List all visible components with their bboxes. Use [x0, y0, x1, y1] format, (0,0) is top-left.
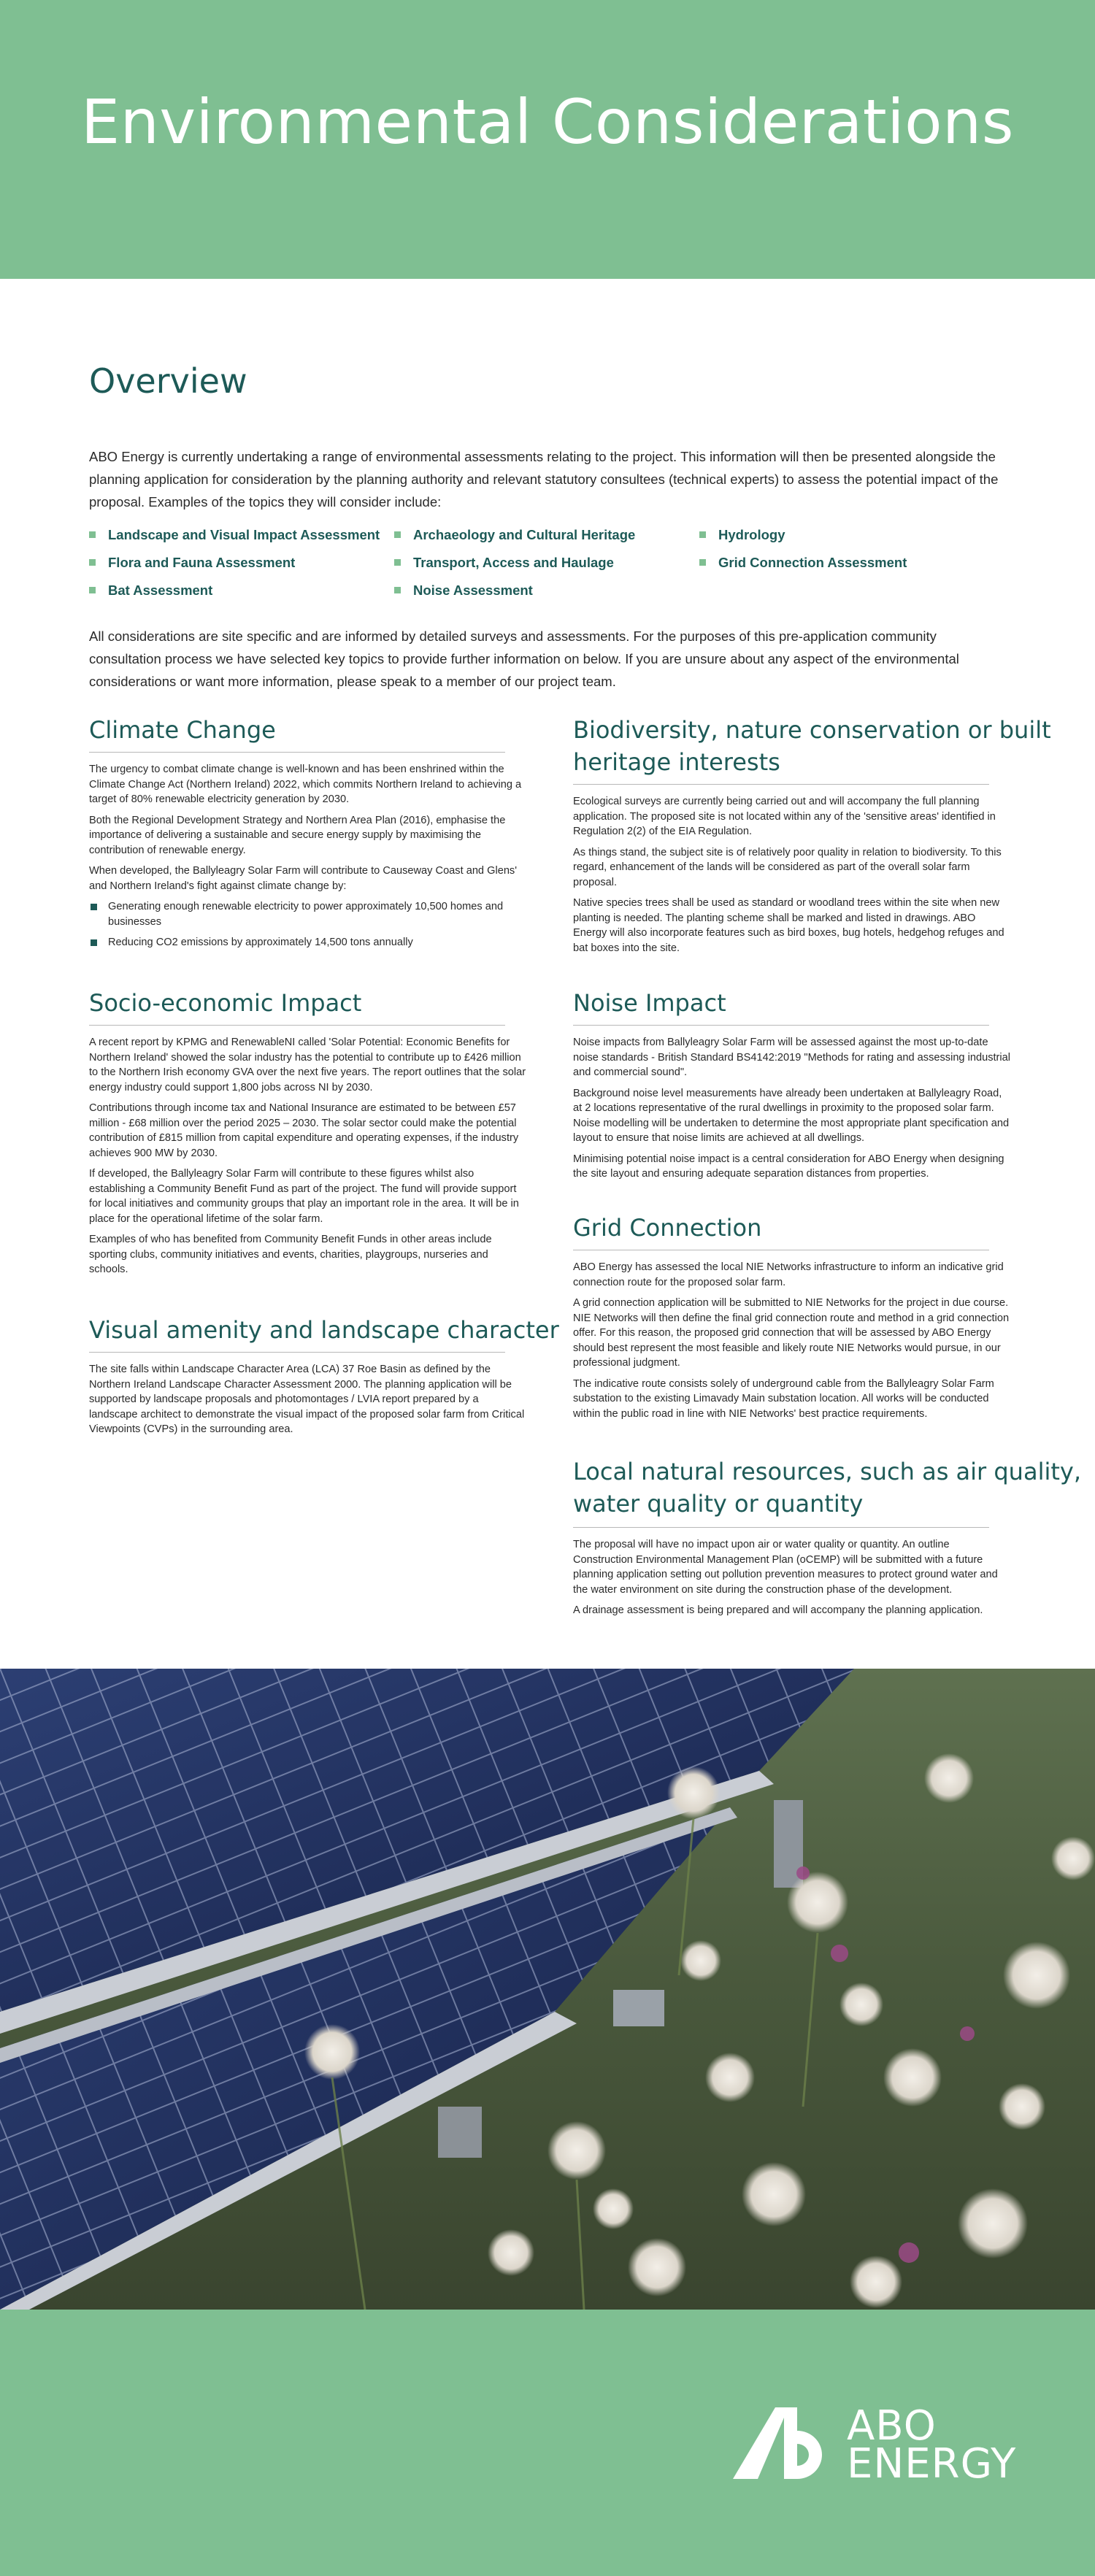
divider	[89, 1025, 505, 1026]
biodiversity-paragraph: Ecological surveys are currently being carried out and will accompany the full planning application. The proposed site is not located within any of the 'sensitive areas' identified in Regulation 2(2) of the EIA Regulation.	[573, 796, 996, 837]
bullet-square-icon	[91, 939, 97, 946]
climate-paragraph: When developed, the Ballyleagry Solar Farm will contribute to Causeway Coast and Glens' and Northern Ireland's fight against climate change by:	[89, 865, 518, 892]
logo-wordmark: ABO ENERGY	[847, 2402, 1017, 2488]
solar-panel-meadow-photo	[0, 1669, 1095, 2310]
socio-body	[89, 1035, 527, 1283]
divider	[573, 1025, 989, 1026]
socio-paragraph: Examples of who has benefited from Community Benefit Funds in other areas include sporting clubs, community initiatives and events, charities, playgroups, nurseries and schools.	[89, 1234, 492, 1275]
topic-item: Noise Assessment	[394, 583, 533, 599]
grid-body	[573, 1260, 1011, 1427]
noise-paragraph: Background noise level measurements have already been undertaken at Ballyleagry Road, at 2 locations representative of the rural dwellings in proximity to the proposed solar farm. Noise modelling will be undertaken to determine the most appropriate plant specification and layout to ensure that noise limits are achieved at all dwellings.	[573, 1087, 1010, 1144]
abo-energy-logo	[730, 2403, 1029, 2491]
local-paragraph: A drainage assessment is being prepared and will accompany the planning application.	[573, 1604, 983, 1616]
biodiversity-paragraph: As things stand, the subject site is of relatively poor quality in relation to biodiversity. To this regard, enhancement of the lands will be considered as part of the overall solar farm proposal.	[573, 846, 1002, 888]
biodiversity-body	[573, 794, 1011, 961]
divider	[573, 784, 989, 785]
topic-item: Hydrology	[699, 527, 785, 543]
overview-heading: Overview	[89, 361, 247, 401]
topic-item: Bat Assessment	[89, 583, 212, 599]
grid-heading: Grid Connection	[573, 1214, 762, 1242]
overview-intro: ABO Energy is currently undertaking a range of environmental assessments relating to the project. This information will then be presented alongside the planning application for consideration by the planning authority and relevant statutory consultees (technical experts) to assess the potential impact of the proposal. Examples of the topics they will consider include:	[89, 449, 999, 510]
topic-item: Landscape and Visual Impact Assessment	[89, 527, 380, 543]
bullet-square-icon	[89, 531, 96, 538]
grid-paragraph: The indicative route consists solely of underground cable from the Ballyleagry Solar Farm substation to the existing Limavady Main substation location. All works will be conducted within the public road in line with NIE Networks' best practice requirements.	[573, 1377, 994, 1420]
climate-body	[89, 762, 527, 956]
list-item: Reducing CO2 emissions by approximately 14,500 tons annually	[89, 935, 527, 950]
biodiversity-heading: Biodiversity, nature conservation or built heritage interests	[573, 716, 1051, 776]
bullet-square-icon	[394, 531, 401, 538]
climate-heading: Climate Change	[89, 716, 276, 744]
solar-meadow-illustration	[0, 1669, 1095, 2310]
divider	[89, 752, 505, 753]
list-item: Generating enough renewable electricity to power approximately 10,500 homes and businesses	[89, 899, 527, 929]
divider	[573, 1527, 989, 1528]
bullet-square-icon	[91, 904, 97, 910]
bullet-square-icon	[89, 559, 96, 566]
bullet-square-icon	[699, 531, 706, 538]
socio-paragraph: Contributions through income tax and National Insurance are estimated to be between £57 million - £68 million over the period 2025 – 2030. The solar sector could make the potential contribution of £815 million from capital expenditure and operating expenses, if the industry achieves 900 MW by 2030.	[89, 1102, 519, 1159]
socio-heading: Socio-economic Impact	[89, 989, 362, 1017]
local-resources-heading: Local natural resources, such as air quality, water quality or quantity	[573, 1458, 1081, 1518]
local-resources-body	[573, 1537, 1011, 1624]
abo-energy-mark-icon	[730, 2403, 840, 2483]
climate-bullets	[89, 899, 527, 950]
page-title: Environmental Considerations	[81, 86, 1014, 158]
climate-paragraph: The urgency to combat climate change is well-known and has been enshrined within the Climate Change Act (Northern Ireland) 2022, which commits Northern Ireland to achieving a target of 80% renewable electricity generation by 2030.	[89, 764, 522, 805]
footer-banner	[0, 2310, 1095, 2576]
noise-heading: Noise Impact	[573, 989, 726, 1017]
divider	[89, 1352, 505, 1353]
noise-paragraph: Minimising potential noise impact is a central consideration for ABO Energy when designing the site layout and ensuring adequate separation distances from properties.	[573, 1153, 1004, 1180]
bullet-square-icon	[394, 559, 401, 566]
local-paragraph: The proposal will have no impact upon air or water quality or quantity. An outline Construction Environmental Management Plan (oCEMP) will be submitted with a future planning application setting out pollution prevention measures to protect ground water and the water environment on site during the construction phase of the development.	[573, 1539, 998, 1596]
considerations-text: All considerations are site specific and are informed by detailed surveys and assessments. For the purposes of this pre-application community consultation process we have selected key topics to provide further information on below. If you are unsure about any aspect of the environmental considerations or want more information, please speak to a member of our project team.	[89, 628, 959, 689]
visual-heading: Visual amenity and landscape character	[89, 1316, 559, 1344]
climate-paragraph: Both the Regional Development Strategy and Northern Area Plan (2016), emphasise the importance of delivering a sustainable and secure energy supply by maximising the contribution of renewable energy.	[89, 814, 506, 856]
topic-item: Transport, Access and Haulage	[394, 555, 614, 571]
header-banner	[0, 0, 1095, 279]
visual-body	[89, 1362, 527, 1443]
topic-item: Archaeology and Cultural Heritage	[394, 527, 635, 543]
topic-item: Grid Connection Assessment	[699, 555, 907, 571]
noise-paragraph: Noise impacts from Ballyleagry Solar Farm will be assessed against the most up-to-date noise standards - British Standard BS4142:2019 "Methods for rating and assessing industrial and commercial sound".	[573, 1037, 1011, 1078]
bullet-square-icon	[89, 587, 96, 593]
grid-paragraph: A grid connection application will be submitted to NIE Networks for the project in due course. NIE Networks will then define the final grid connection route and method in a grid connection offer. For this reason, the proposed grid connection that will be assessed by ABO Energy should best represent the most feasible and likely route NIE Networks would pursue, in our professional judgment.	[573, 1297, 1010, 1369]
socio-paragraph: If developed, the Ballyleagry Solar Farm will contribute to these figures whilst also establishing a Community Benefit Fund as part of the project. The fund will provide support for local initiatives and community groups that play an important role in the area. It will be in place for the operational lifetime of the solar farm.	[89, 1168, 519, 1225]
visual-paragraph: The site falls within Landscape Character Area (LCA) 37 Roe Basin as defined by the Northern Ireland Landscape Character Assessment 2000. The planning application will be supported by landscape proposals and photomontages / LVIA report prepared by a landscape architect to demonstrate the visual impact of the proposed solar farm from Critical Viewpoints (CVPs) in the surrounding area.	[89, 1364, 525, 1435]
socio-paragraph: A recent report by KPMG and RenewableNI called 'Solar Potential: Economic Benefits for Northern Ireland' showed the solar industry has the potential to contribute up to £426 million to the Northern Irish economy GVA over the next five years. The report outlines that the solar energy industry could support 1,800 jobs across NI by 2030.	[89, 1037, 526, 1093]
noise-body	[573, 1035, 1011, 1188]
topic-item: Flora and Fauna Assessment	[89, 555, 295, 571]
bullet-square-icon	[699, 559, 706, 566]
biodiversity-paragraph: Native species trees shall be used as standard or woodland trees within the site when new planting is needed. The planting scheme shall be marked and listed in drawings. ABO Energy will also incorporate features such as bird boxes, bug hotels, hedgehog refuges and bat boxes into the site.	[573, 897, 1004, 954]
bullet-square-icon	[394, 587, 401, 593]
grid-paragraph: ABO Energy has assessed the local NIE Networks infrastructure to inform an indicative grid connection route for the proposed solar farm.	[573, 1261, 1004, 1288]
